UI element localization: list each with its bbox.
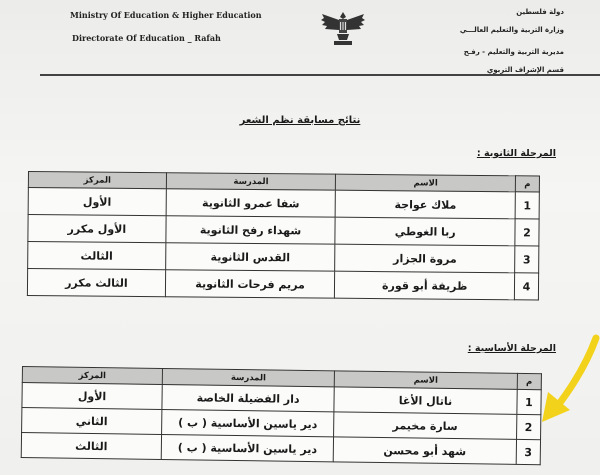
row-rank: الثالث — [28, 242, 166, 270]
row-school: دير ياسين الأساسية ( ب ) — [161, 434, 334, 461]
row-rank: الثالث — [21, 433, 161, 460]
row-num: 3 — [515, 246, 539, 273]
row-name: شهد أبو محسن — [333, 437, 516, 465]
column-header-rank: المركز — [22, 367, 162, 385]
row-name: مروة الجزار — [335, 244, 515, 273]
header-divider — [40, 74, 600, 76]
row-rank: الأول مكرر — [28, 215, 166, 243]
ministry-arabic: وزارة التربية والتعليم العالـــي — [459, 26, 564, 34]
row-school: مريم فرحات الثانوية — [165, 270, 335, 298]
row-num: 3 — [516, 439, 541, 464]
row-school: القدس الثانوية — [165, 243, 335, 271]
eagle-emblem-icon — [320, 8, 366, 48]
row-name: ظريفة أبو قورة — [335, 271, 515, 300]
column-header-rank: المركز — [28, 172, 166, 189]
department-arabic: قسم الإشراف التربوي — [486, 66, 564, 74]
basic-heading: المرحلة الأساسية : — [467, 343, 556, 354]
secondary-results-table — [27, 171, 540, 300]
row-rank: الأول — [22, 383, 162, 410]
row-name: ناتال الأغا — [334, 387, 517, 415]
row-school: شهداء رفح الثانوية — [166, 216, 336, 244]
column-header-num: م — [517, 373, 542, 389]
ministry-english: Ministry Of Education & Higher Education — [70, 10, 262, 20]
directorate-arabic: مديرية التربية والتعليم - رفـح — [463, 48, 564, 56]
column-header-num: م — [515, 176, 539, 192]
row-name: ملاك عواجة — [336, 190, 516, 219]
row-school: دار الفضيلة الخاصة — [162, 384, 335, 411]
basic-results-table — [21, 366, 542, 465]
row-rank: الثاني — [22, 408, 162, 435]
column-header-school: المدرسة — [166, 173, 336, 190]
row-name: سارة مخيمر — [334, 412, 517, 440]
column-header-name: الاسم — [336, 174, 516, 192]
row-num: 2 — [516, 414, 541, 439]
row-num: 1 — [515, 192, 539, 219]
row-num: 1 — [517, 389, 542, 414]
column-header-name: الاسم — [334, 371, 517, 390]
row-name: ربا الغوطي — [335, 217, 515, 246]
secondary-heading: المرحلة الثانوية : — [476, 148, 556, 159]
state-arabic: دولة فلسطين — [516, 8, 564, 16]
row-rank: الأول — [28, 188, 166, 216]
row-school: دير ياسين الأساسية ( ب ) — [161, 409, 334, 436]
table-row — [27, 269, 538, 300]
row-num: 4 — [514, 273, 538, 300]
directorate-english: Directorate Of Education _ Rafah — [72, 33, 221, 43]
yellow-arrow-icon — [538, 330, 600, 430]
column-header-school: المدرسة — [162, 368, 335, 386]
row-rank: الثالث مكرر — [27, 269, 165, 297]
row-school: شفا عمرو الثانوية — [166, 189, 336, 217]
document-title: نتائج مسابقة نظم الشعر — [239, 115, 361, 126]
row-num: 2 — [515, 219, 539, 246]
